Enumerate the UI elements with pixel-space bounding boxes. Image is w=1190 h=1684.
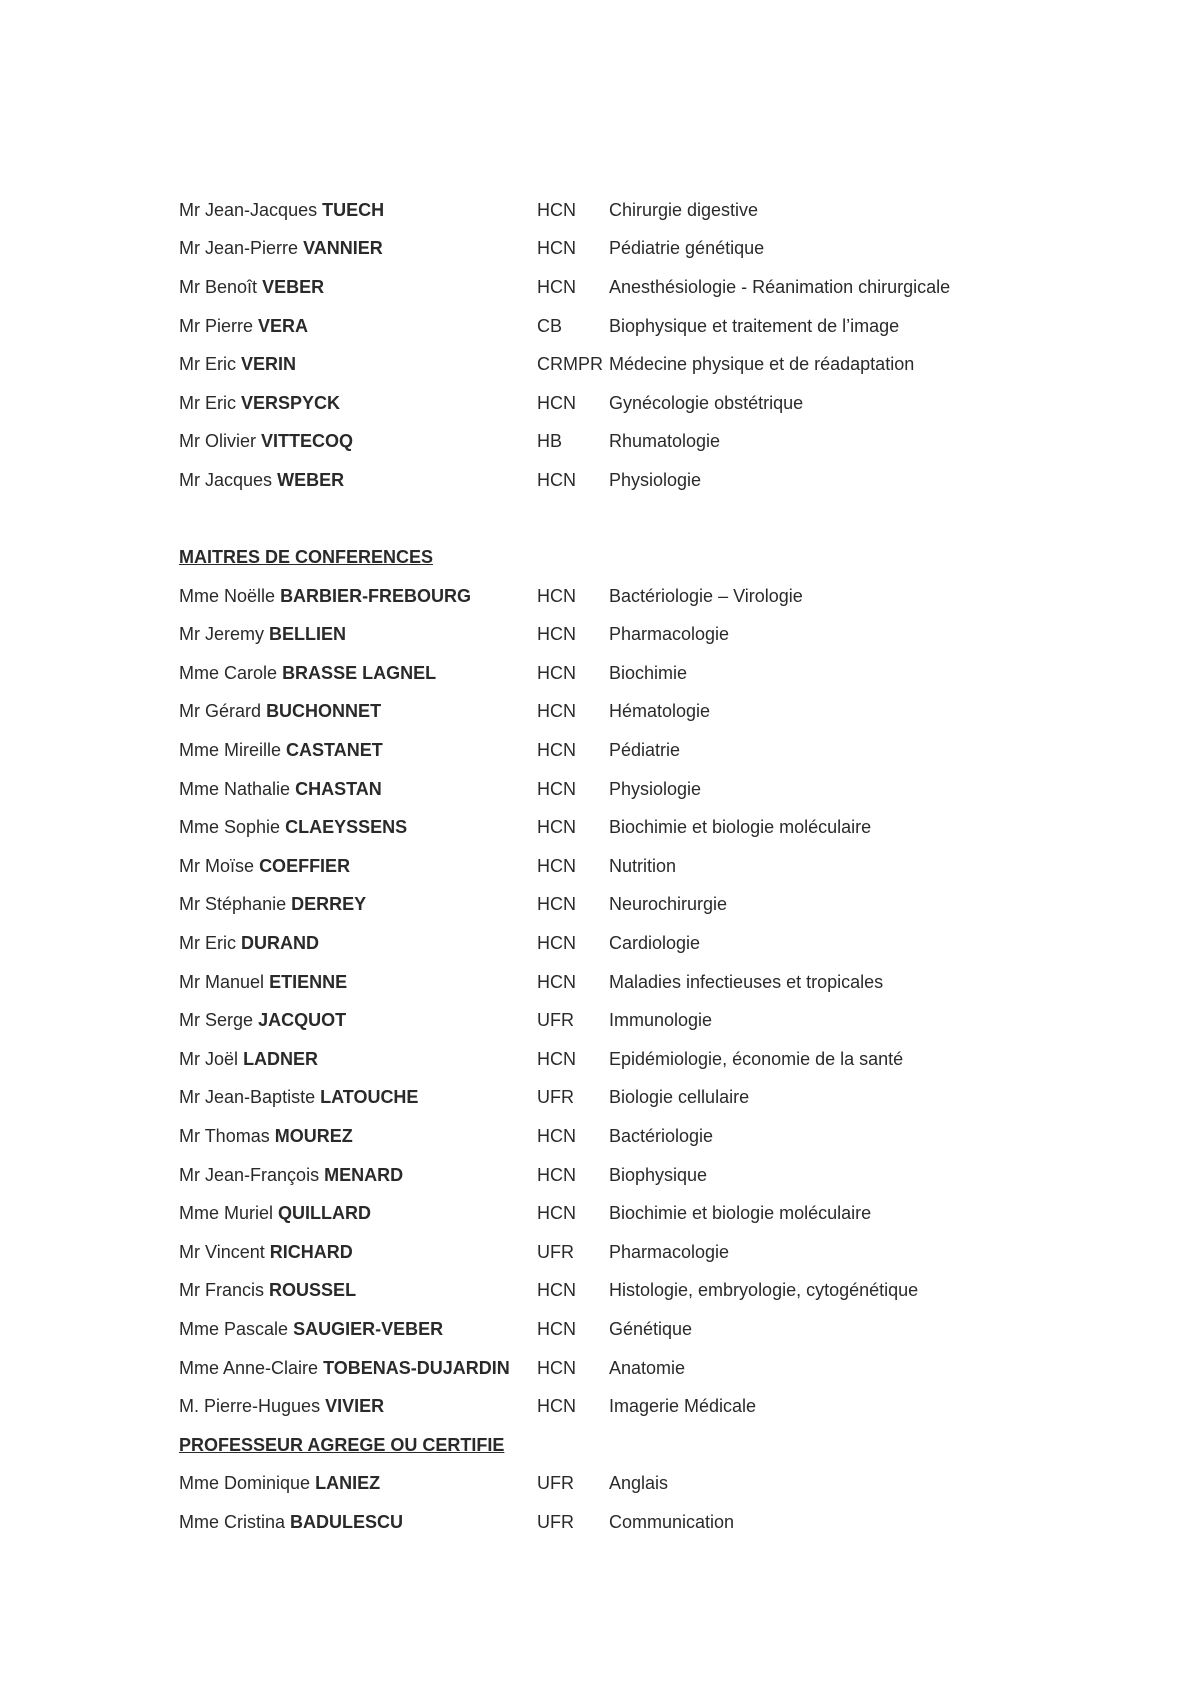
person-name: M. Pierre-Hugues VIVIER [179,1396,385,1416]
specialty: Histologie, embryologie, cytogénétique [609,1280,919,1300]
section-heading-agreges: PROFESSEUR AGREGE OU CERTIFIE [179,1435,505,1455]
specialty: Neurochirurgie [609,894,728,914]
specialty: Anesthésiologie - Réanimation chirurgicale [609,277,951,297]
specialty: Bactériologie [609,1126,714,1146]
specialty: Pharmacologie [609,624,730,644]
table-row [0,1316,1190,1342]
person-name: Mme Anne-Claire TOBENAS-DUJARDIN [179,1358,510,1378]
person-name: Mr Jacques WEBER [179,470,345,490]
specialty: Biologie cellulaire [609,1087,750,1107]
person-name: Mr Benoît VEBER [179,277,325,297]
specialty: Physiologie [609,779,702,799]
specialty: Maladies infectieuses et tropicales [609,972,884,992]
site-code: HCN [537,779,576,799]
specialty: Biophysique [609,1165,708,1185]
site-code: HCN [537,1280,576,1300]
person-name: Mr Jean-François MENARD [179,1165,404,1185]
site-code: HCN [537,624,576,644]
specialty: Cardiologie [609,933,701,953]
person-name: Mme Carole BRASSE LAGNEL [179,663,437,683]
table-row [0,1355,1190,1381]
site-code: HCN [537,894,576,914]
table-row [0,891,1190,917]
site-code: HCN [537,1126,576,1146]
site-code: HCN [537,1358,576,1378]
table-row [0,583,1190,609]
person-name: Mr Thomas MOUREZ [179,1126,353,1146]
table-row [0,1509,1190,1535]
table-row [0,1084,1190,1110]
specialty: Pédiatrie [609,740,681,760]
specialty: Communication [609,1512,735,1532]
person-name: Mr Eric VERIN [179,354,297,374]
person-name: Mme Nathalie CHASTAN [179,779,382,799]
specialty: Immunologie [609,1010,713,1030]
specialty: Bactériologie – Virologie [609,586,803,606]
table-row [0,930,1190,956]
site-code: UFR [537,1242,574,1262]
specialty: Anglais [609,1473,669,1493]
specialty: Biochimie et biologie moléculaire [609,817,872,837]
specialty: Gynécologie obstétrique [609,393,804,413]
site-code: HCN [537,200,576,220]
table-row [0,1239,1190,1265]
person-name: Mr Stéphanie DERREY [179,894,367,914]
person-name: Mr Jean-Baptiste LATOUCHE [179,1087,419,1107]
table-row [0,853,1190,879]
site-code: HCN [537,470,576,490]
table-row [0,274,1190,300]
person-name: Mme Dominique LANIEZ [179,1473,381,1493]
site-code: HCN [537,1319,576,1339]
table-row [0,1046,1190,1072]
person-name: Mme Cristina BADULESCU [179,1512,404,1532]
specialty: Anatomie [609,1358,686,1378]
person-name: Mr Joël LADNER [179,1049,319,1069]
specialty: Nutrition [609,856,677,876]
person-name: Mr Jean-Pierre VANNIER [179,238,383,258]
site-code: HCN [537,277,576,297]
specialty: Physiologie [609,470,702,490]
specialty: Rhumatologie [609,431,721,451]
site-code: HCN [537,1396,576,1416]
person-name: Mme Pascale SAUGIER-VEBER [179,1319,444,1339]
site-code: UFR [537,1010,574,1030]
table-row [0,969,1190,995]
person-name: Mr Eric VERSPYCK [179,393,341,413]
table-row [0,197,1190,223]
site-code: UFR [537,1087,574,1107]
site-code: HB [537,431,563,451]
table-row [0,621,1190,647]
specialty: Biophysique et traitement de l’image [609,316,900,336]
specialty: Chirurgie digestive [609,200,759,220]
table-row [0,1200,1190,1226]
person-name: Mme Sophie CLAEYSSENS [179,817,408,837]
site-code: HCN [537,238,576,258]
site-code: HCN [537,393,576,413]
site-code: CRMPR [537,354,603,374]
site-code: HCN [537,663,576,683]
specialty: Génétique [609,1319,693,1339]
site-code: UFR [537,1512,574,1532]
person-name: Mr Jean-Jacques TUECH [179,200,385,220]
site-code: HCN [537,1203,576,1223]
table-row [0,467,1190,493]
specialty: Imagerie Médicale [609,1396,757,1416]
site-code: HCN [537,701,576,721]
table-row [0,428,1190,454]
table-row [0,776,1190,802]
person-name: Mme Mireille CASTANET [179,740,383,760]
person-name: Mme Muriel QUILLARD [179,1203,372,1223]
site-code: HCN [537,586,576,606]
table-row [0,235,1190,261]
specialty: Hématologie [609,701,711,721]
table-row [0,1123,1190,1149]
table-row [0,737,1190,763]
table-row [0,814,1190,840]
site-code: HCN [537,740,576,760]
person-name: Mr Serge JACQUOT [179,1010,347,1030]
table-row [0,1393,1190,1419]
person-name: Mr Olivier VITTECOQ [179,431,354,451]
specialty: Biochimie et biologie moléculaire [609,1203,872,1223]
person-name: Mr Vincent RICHARD [179,1242,353,1262]
person-name: Mr Pierre VERA [179,316,309,336]
site-code: HCN [537,817,576,837]
site-code: CB [537,316,563,336]
site-code: HCN [537,933,576,953]
person-name: Mr Francis ROUSSEL [179,1280,357,1300]
table-row [0,313,1190,339]
person-name: Mme Noëlle BARBIER-FREBOURG [179,586,472,606]
table-row [0,1277,1190,1303]
site-code: UFR [537,1473,574,1493]
person-name: Mr Jeremy BELLIEN [179,624,347,644]
person-name: Mr Eric DURAND [179,933,320,953]
specialty: Pédiatrie génétique [609,238,765,258]
site-code: HCN [537,856,576,876]
person-name: Mr Gérard BUCHONNET [179,701,382,721]
specialty: Biochimie [609,663,688,683]
table-row [0,1007,1190,1033]
person-name: Mr Manuel ETIENNE [179,972,348,992]
person-name: Mr Moïse COEFFIER [179,856,351,876]
table-row [0,390,1190,416]
specialty: Epidémiologie, économie de la santé [609,1049,904,1069]
table-row [0,351,1190,377]
section-heading-maitres: MAITRES DE CONFERENCES [179,547,434,567]
specialty: Pharmacologie [609,1242,730,1262]
table-row [0,698,1190,724]
site-code: HCN [537,1165,576,1185]
table-row [0,1162,1190,1188]
site-code: HCN [537,972,576,992]
table-row [0,1470,1190,1496]
table-row [0,660,1190,686]
specialty: Médecine physique et de réadaptation [609,354,915,374]
site-code: HCN [537,1049,576,1069]
